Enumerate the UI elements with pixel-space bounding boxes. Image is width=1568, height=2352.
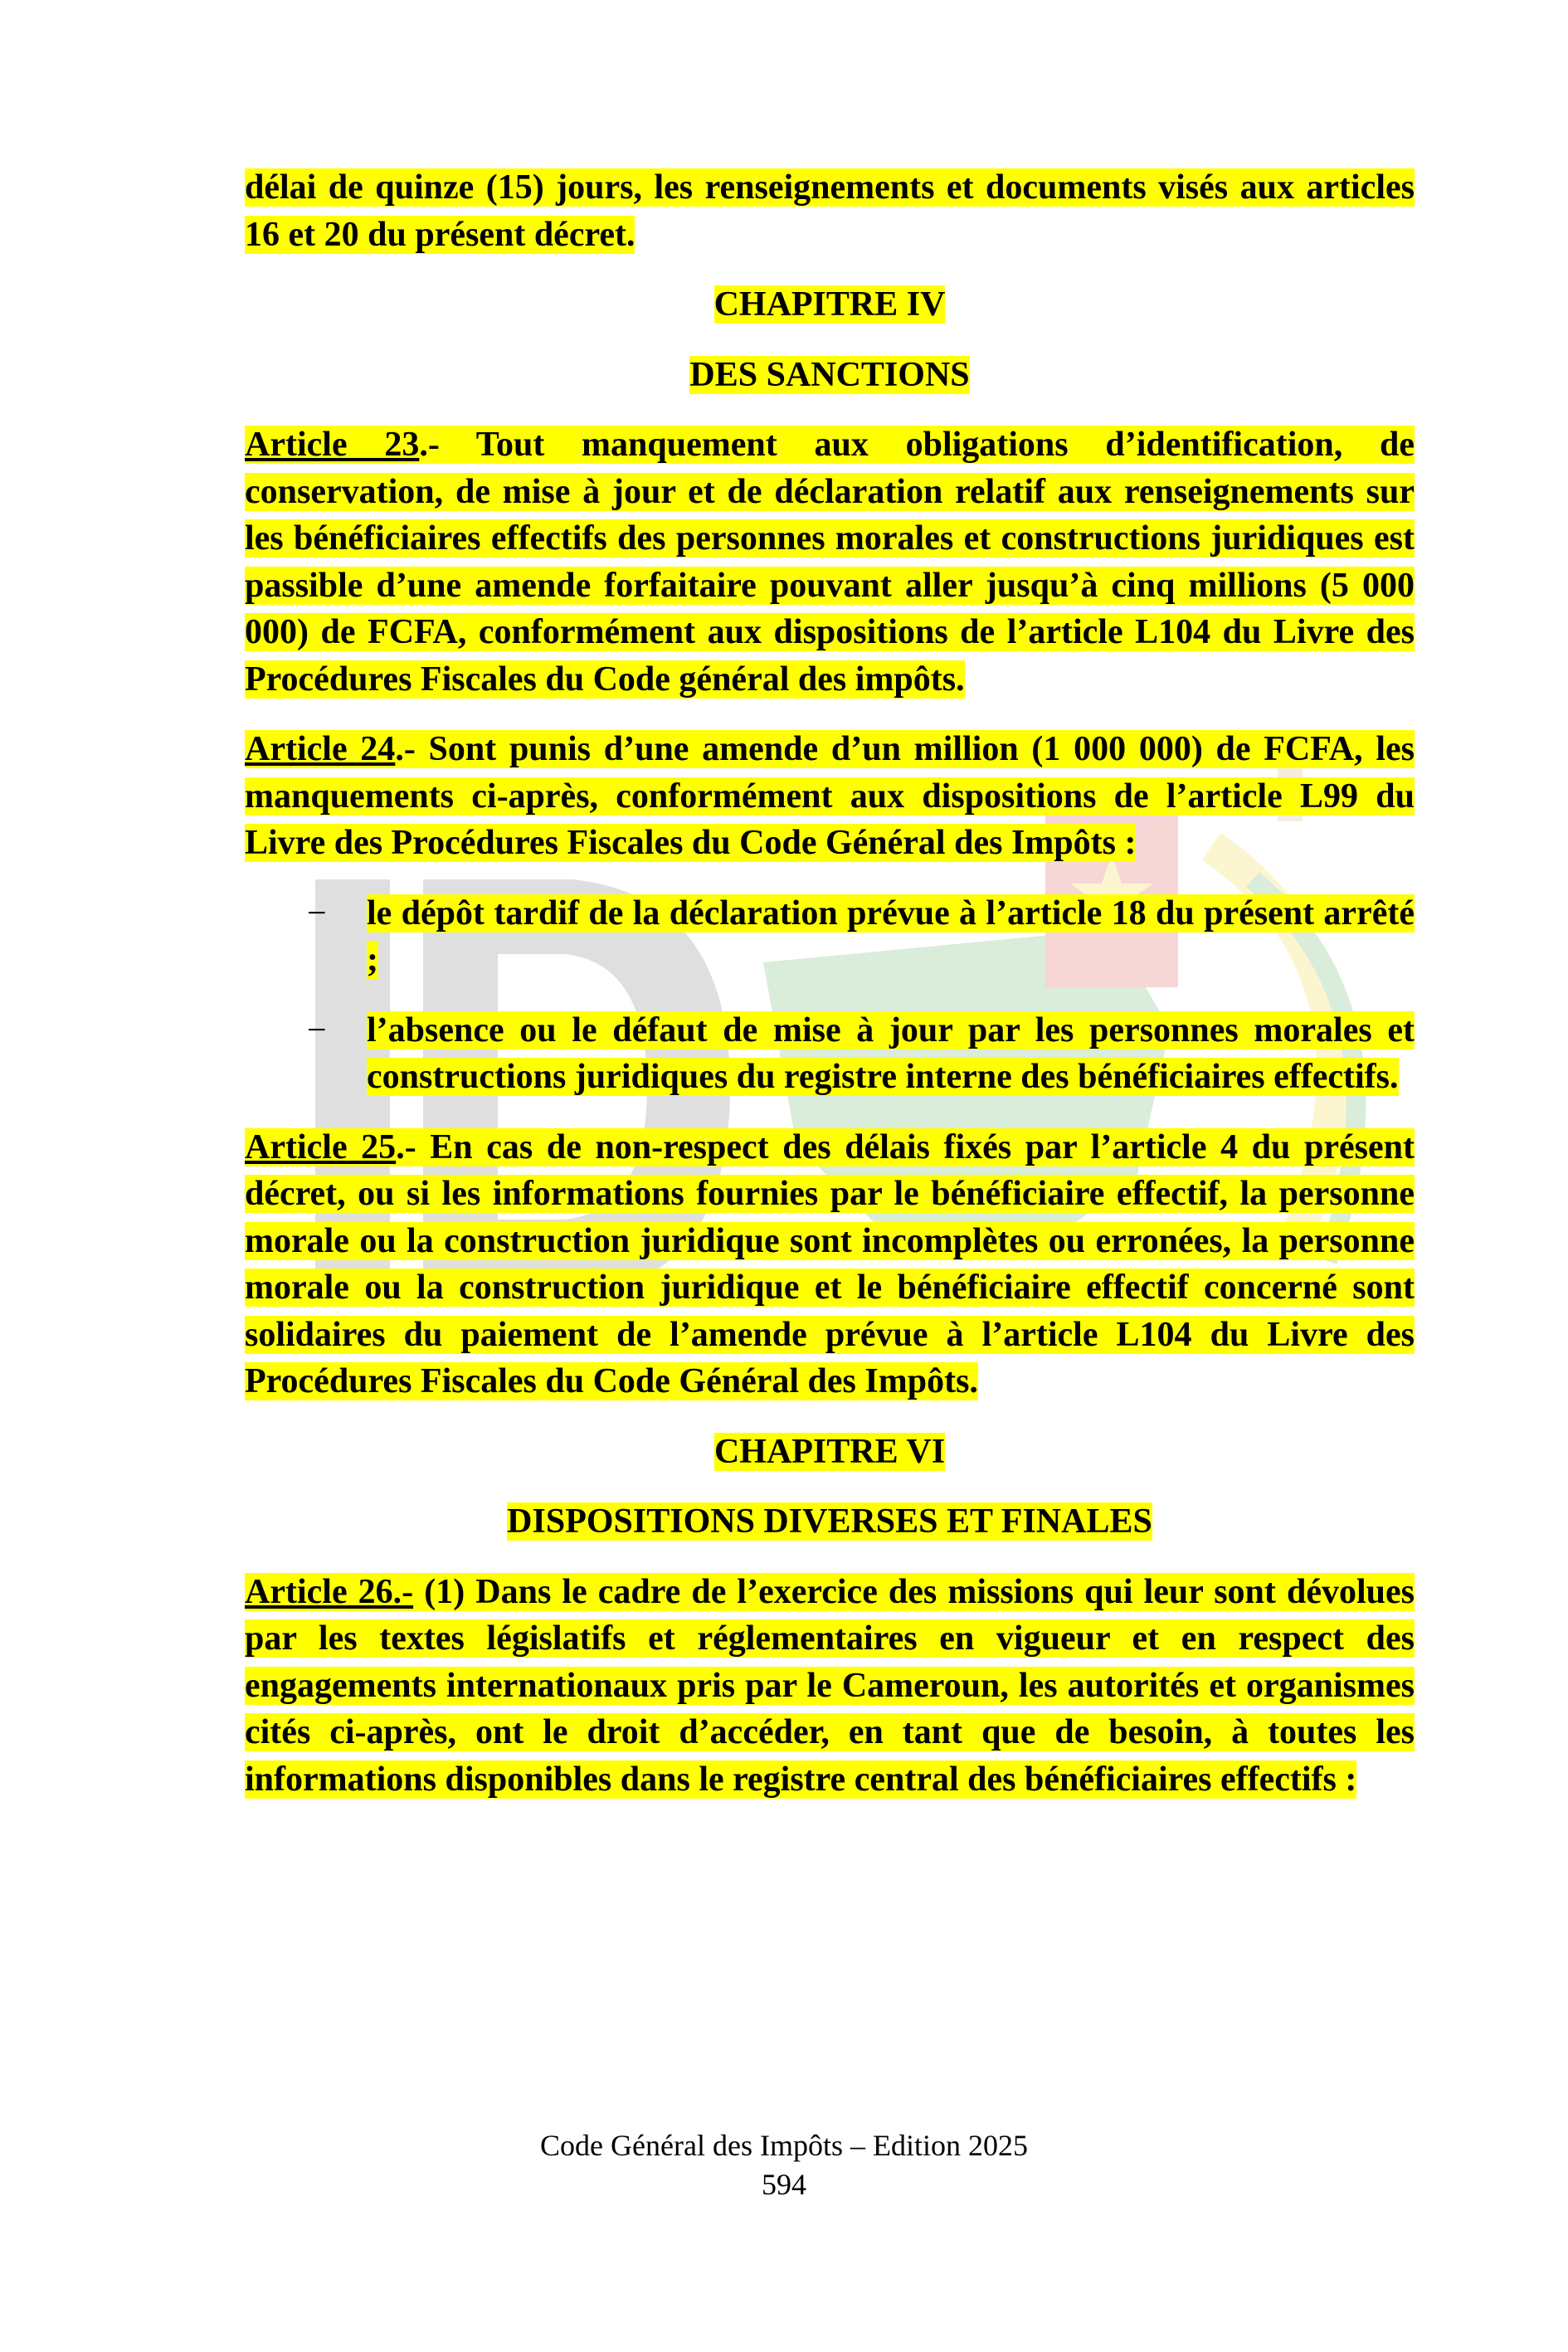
article-23-label: Article 23 — [245, 426, 420, 464]
page-content — [245, 164, 1415, 1803]
article-25-text: .- En cas de non-respect des délais fixés par l’article 4 du présent décret, ou si les informations fournies par le bénéficiaire effectif, la personne morale ou la construction juridique sont incomplètes ou erronées, la personne morale ou la construction juridique et le bénéficiaire effectif concerné sont solidaires du paiement de l’amende prévue à l’article L104 du Livre des Procédures Fiscales du Code Général des Impôts. — [245, 1127, 1415, 1400]
footer-edition: Code Général des Impôts – Edition 2025 — [540, 2129, 1028, 2162]
intro-paragraph — [245, 164, 1415, 258]
list-bullet: − — [307, 1010, 327, 1049]
list-item — [307, 890, 1415, 984]
article-26 — [245, 1569, 1415, 1804]
article-23-text: .- Tout manquement aux obligations d’identification, de conservation, de mise à jour et de déclaration relatif aux renseignements sur les bénéficiaires effectifs des personnes morales et constructions juridiques est passible d’une amende forfaitaire pouvant aller jusqu’à cinq millions (5 000 000) de FCFA, conformément aux dispositions de l’article L104 du Livre des Procédures Fiscales du Code général des impôts. — [245, 426, 1415, 699]
list-bullet: − — [307, 894, 327, 933]
article-25-label: Article 25 — [245, 1127, 397, 1166]
chapter-6-heading — [245, 1429, 1415, 1546]
article-24-text: .- Sont punis d’une amende d’un million (1 000 000) de FCFA, les manquements ci-après, conformément aux dispositions de l’article L99 du Livre des Procédures Fiscales du Code Général des Impôts : — [245, 730, 1415, 862]
list-item-text: le dépôt tardif de la déclaration prévue à l’article 18 du présent arrêté ; — [367, 894, 1415, 979]
chapter-6-title: CHAPITRE VI — [713, 1432, 946, 1471]
article-25 — [245, 1124, 1415, 1405]
article-26-text: (1) Dans le cadre de l’exercice des missions qui leur sont dévolues par les textes législatifs et réglementaires en vigueur et en respect des engagements internationaux pris par le Cameroun, les autorités et organismes cités ci-après, ont le droit d’accéder, en tant que de besoin, à toutes les informations disponibles dans le registre central des bénéficiaires effectifs : — [245, 1572, 1415, 1799]
article-24-label: Article 24 — [245, 730, 396, 768]
article-24 — [245, 726, 1415, 867]
page-number: 594 — [762, 2168, 806, 2201]
list-item-text: l’absence ou le défaut de mise à jour par les personnes morales et constructions juridiques du registre interne des bénéficiaires effectifs. — [367, 1010, 1415, 1096]
intro-text: délai de quinze (15) jours, les renseignements et documents visés aux articles 16 et 20 du présent décret. — [245, 168, 1415, 254]
article-26-label: Article 26.- — [245, 1572, 414, 1611]
chapter-4-subtitle: DES SANCTIONS — [689, 355, 970, 394]
chapter-6-subtitle: DISPOSITIONS DIVERSES ET FINALES — [507, 1502, 1152, 1541]
article-24-list — [307, 890, 1415, 1101]
chapter-4-title: CHAPITRE IV — [713, 285, 946, 324]
article-23 — [245, 421, 1415, 703]
chapter-4-heading — [245, 281, 1415, 398]
list-item — [307, 1007, 1415, 1101]
